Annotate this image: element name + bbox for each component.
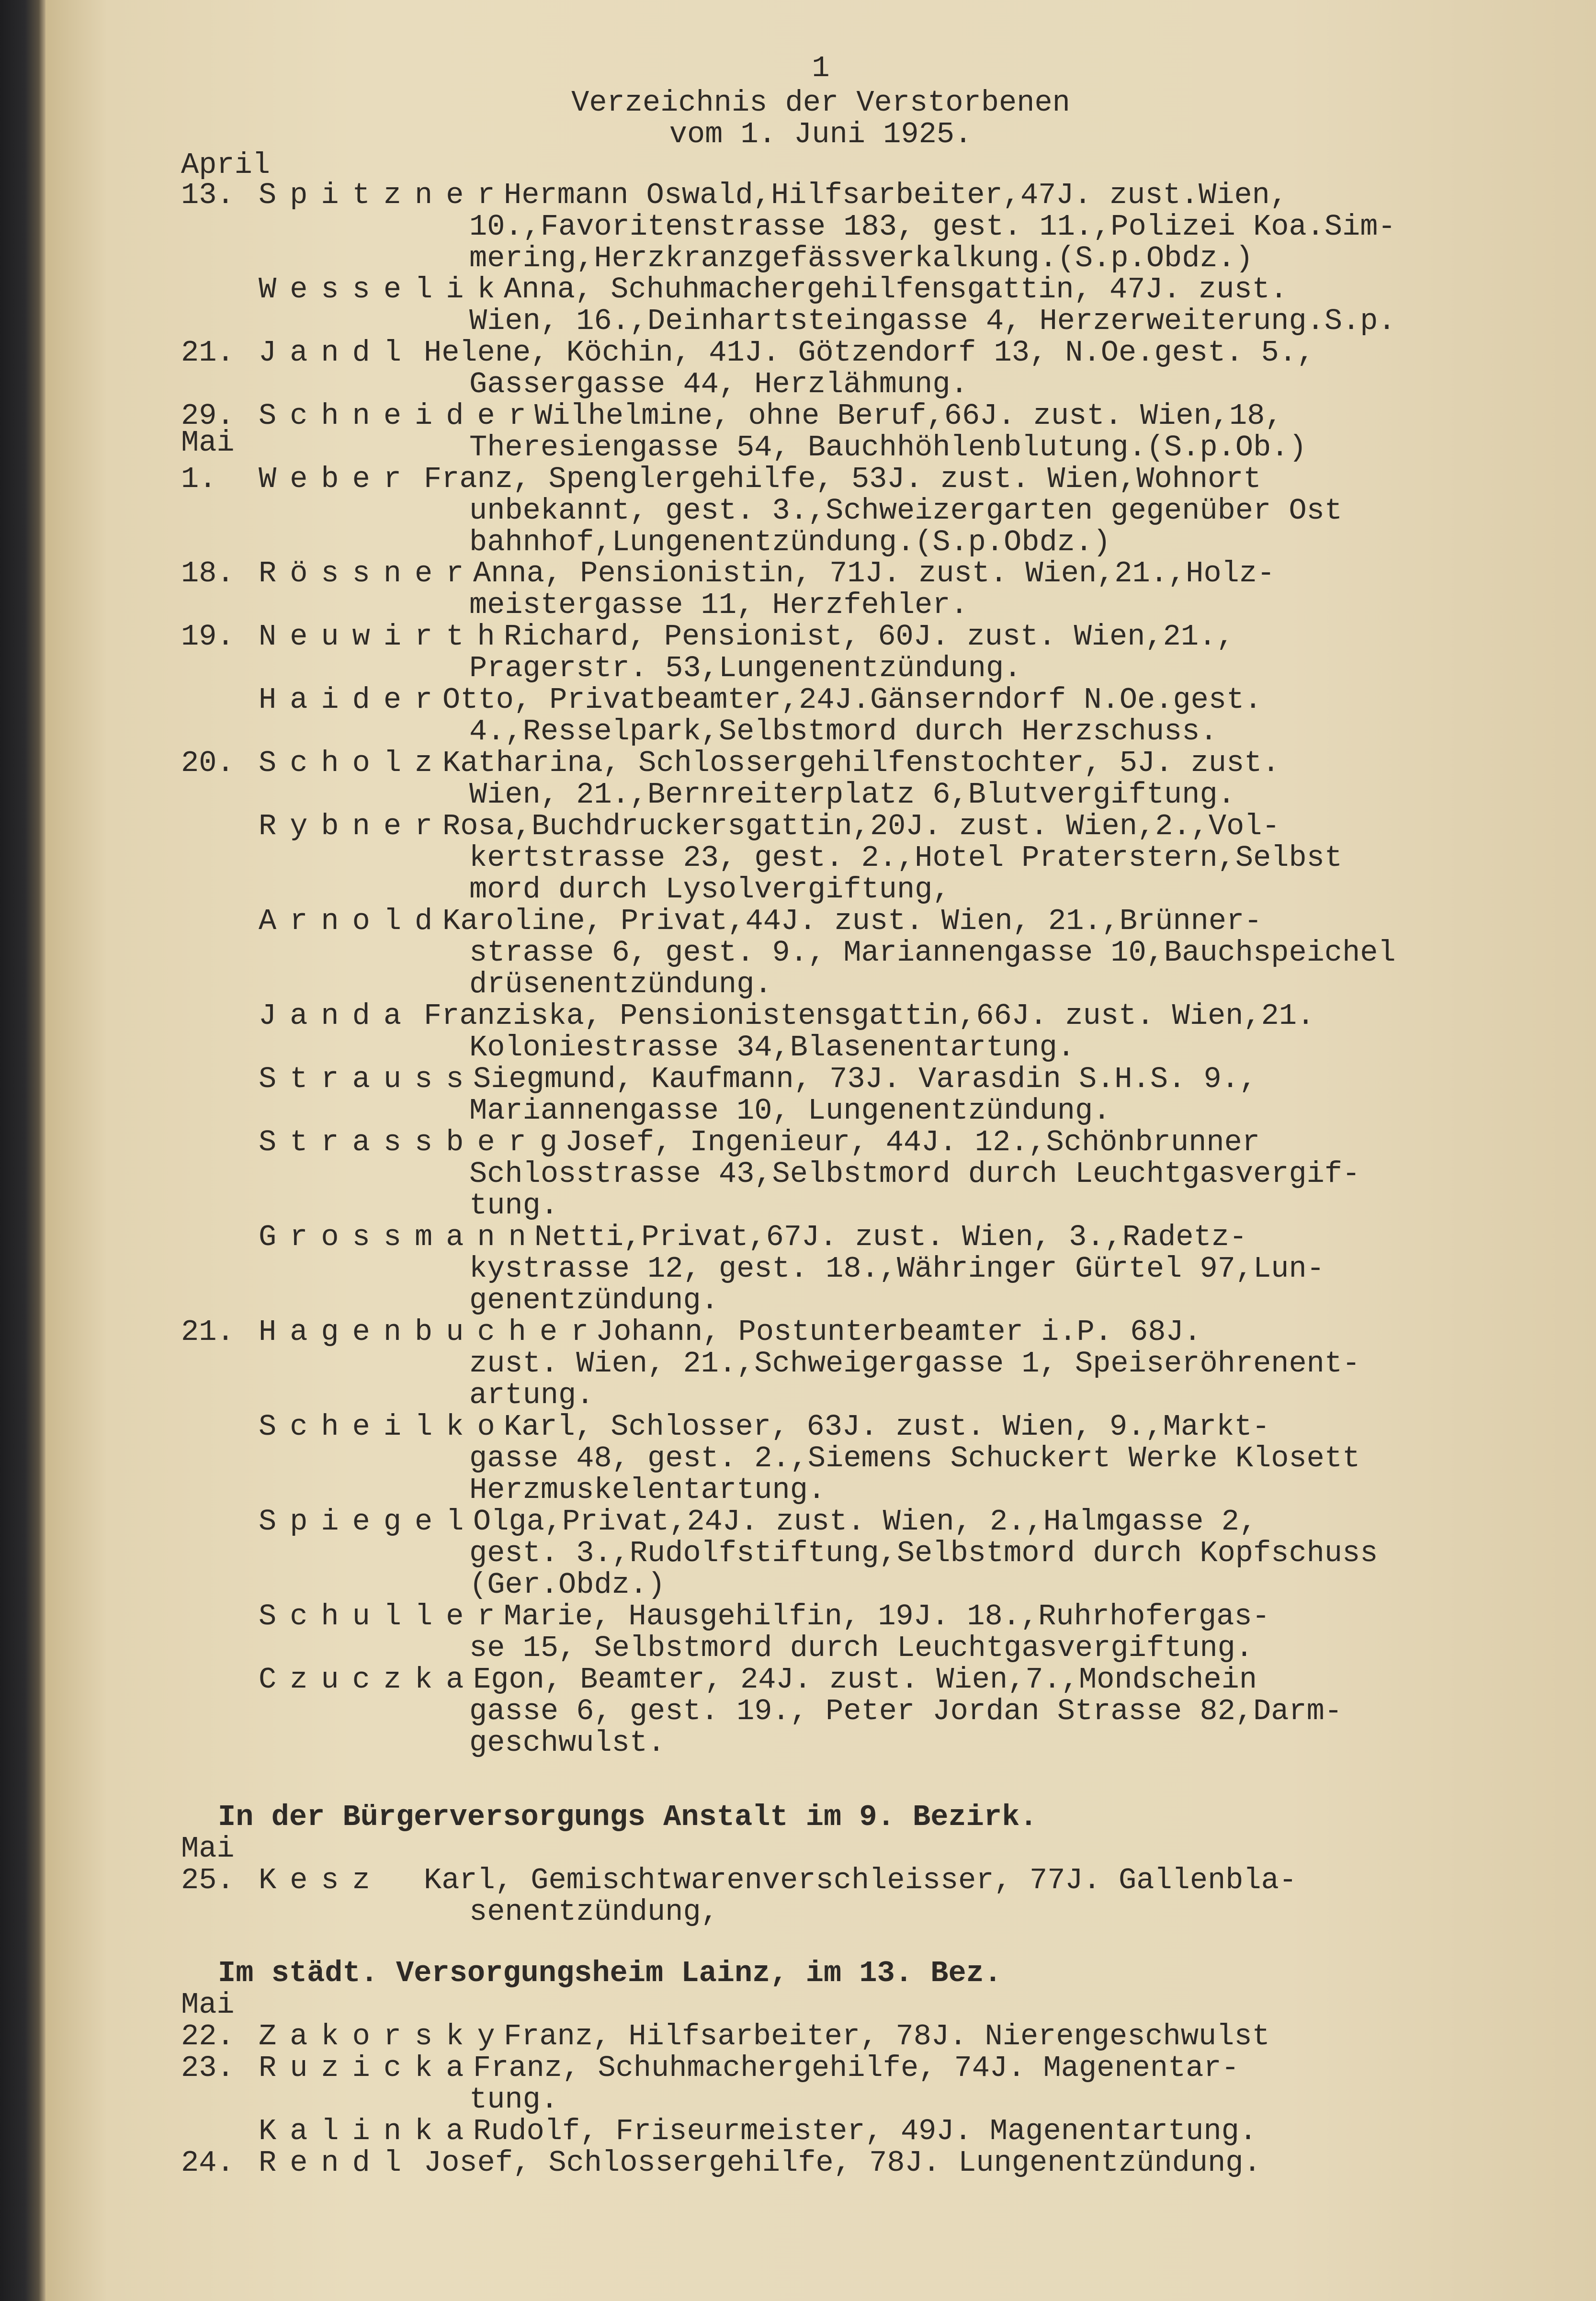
entry-surname: Schuller bbox=[259, 1599, 509, 1633]
entry-surname: Grossmann bbox=[259, 1220, 540, 1254]
entry-text-continuation: artung. bbox=[469, 1378, 594, 1412]
entry-date: 21. bbox=[181, 336, 235, 370]
entry-text: Franz, Schuhmachergehilfe, 74J. Magenentar- bbox=[473, 2051, 1239, 2085]
entry-text: Josef, Schlossergehilfe, 78J. Lungenentzündung. bbox=[424, 2146, 1261, 2180]
entry-surname: Ruzicka bbox=[259, 2051, 477, 2085]
entry-text: Richard, Pensionist, 60J. zust. Wien,21., bbox=[504, 620, 1234, 654]
entry-text: Katharina, Schlossergehilfenstochter, 5J. zust. bbox=[442, 746, 1280, 780]
entry-text-continuation: bahnhof,Lungenentzündung.(S.p.Obdz.) bbox=[469, 525, 1111, 559]
entry-date: 23. bbox=[181, 2051, 235, 2085]
entry-text-continuation: tung. bbox=[469, 2083, 559, 2117]
entry-text: Karl, Schlosser, 63J. zust. Wien, 9.,Markt- bbox=[504, 1410, 1270, 1444]
entry-text: Anna, Pensionistin, 71J. zust. Wien,21.,Holz- bbox=[473, 556, 1275, 590]
section-heading: In der Bürgerversorgungs Anstalt im 9. Bezirk. bbox=[218, 1800, 1038, 1834]
entry-text: Wilhelmine, ohne Beruf,66J. zust. Wien,18, bbox=[534, 399, 1283, 433]
entry-text-continuation: mord durch Lysolvergiftung, bbox=[469, 873, 951, 907]
entry-text: Rudolf, Friseurmeister, 49J. Magenentartung. bbox=[473, 2114, 1257, 2148]
entry-text-continuation: tung. bbox=[469, 1189, 559, 1223]
entry-text: Karl, Gemischtwarenverschleisser, 77J. Gallenbla- bbox=[424, 1863, 1297, 1897]
entry-date: 24. bbox=[181, 2146, 235, 2180]
entry-date: 21. bbox=[181, 1315, 235, 1349]
entry-text: Otto, Privatbeamter,24J.Gänserndorf N.Oe.gest. bbox=[442, 683, 1262, 717]
entry-date: 22. bbox=[181, 2019, 235, 2053]
page-subtitle: vom 1. Juni 1925. bbox=[669, 117, 973, 151]
entry-text-continuation: Gassergasse 44, Herzlähmung. bbox=[469, 367, 968, 401]
entry-text-continuation: strasse 6, gest. 9., Mariannengasse 10,Bauchspeichel bbox=[469, 936, 1396, 970]
entry-text: Siegmund, Kaufmann, 73J. Varasdin S.H.S. 9., bbox=[473, 1062, 1257, 1096]
entry-text-continuation: Schlosstrasse 43,Selbstmord durch Leuchtgasvergif- bbox=[469, 1157, 1360, 1191]
month-label-mai: Mai bbox=[181, 426, 235, 460]
entry-text-continuation: senentzündung, bbox=[469, 1895, 719, 1929]
entry-text: Helene, Köchin, 41J. Götzendorf 13, N.Oe.gest. 5., bbox=[424, 336, 1315, 370]
entry-surname: Strassberg bbox=[259, 1125, 571, 1159]
entry-text: Olga,Privat,24J. zust. Wien, 2.,Halmgasse 2, bbox=[473, 1505, 1257, 1539]
entry-text: Anna, Schuhmachergehilfensgattin, 47J. zust. bbox=[504, 272, 1288, 306]
entry-text-continuation: gasse 48, gest. 2.,Siemens Schuckert Werke Klosett bbox=[469, 1441, 1360, 1475]
entry-surname: Neuwirth bbox=[259, 620, 509, 654]
entry-text: Josef, Ingenieur, 44J. 12.,Schönbrunner bbox=[565, 1125, 1260, 1159]
entry-surname: Jandl bbox=[259, 336, 415, 370]
entry-text: Franziska, Pensionistensgattin,66J. zust. Wien,21. bbox=[424, 999, 1315, 1033]
entry-surname: Hagenbucher bbox=[259, 1315, 602, 1349]
entry-text-continuation: Koloniestrasse 34,Blasenentartung. bbox=[469, 1031, 1075, 1065]
entry-text-continuation: 10.,Favoritenstrasse 183, gest. 11.,Polizei Koa.Sim- bbox=[469, 210, 1396, 244]
entry-surname: Kesz bbox=[259, 1863, 384, 1897]
book-binding bbox=[0, 0, 45, 2301]
entry-text-continuation: Wien, 16.,Deinhartsteingasse 4, Herzerweiterung.S.p. bbox=[469, 304, 1396, 338]
entry-text: Marie, Hausgehilfin, 19J. 18.,Ruhrhofergas- bbox=[504, 1599, 1270, 1633]
entry-surname: Scholz bbox=[259, 746, 446, 780]
entry-text-continuation: unbekannt, gest. 3.,Schweizergarten gegenüber Ost bbox=[469, 494, 1343, 528]
entry-surname: Rybner bbox=[259, 809, 446, 843]
entry-text-continuation: drüsenentzündung. bbox=[469, 967, 772, 1001]
entry-text-continuation: kystrasse 12, gest. 18.,Währinger Gürtel 97,Lun- bbox=[469, 1252, 1324, 1286]
entry-text-continuation: Wien, 21.,Bernreiterplatz 6,Blutvergiftung. bbox=[469, 778, 1235, 812]
entry-date: 13. bbox=[181, 178, 235, 212]
entry-text: Johann, Postunterbeamter i.P. 68J. bbox=[596, 1315, 1202, 1349]
entry-surname: Schneider bbox=[259, 399, 540, 433]
entry-text-continuation: zust. Wien, 21.,Schweigergasse 1, Speiseröhrenent- bbox=[469, 1347, 1360, 1381]
month-label-mai: Mai bbox=[181, 1988, 235, 2022]
entry-date: 18. bbox=[181, 556, 235, 590]
entry-surname: Kalinka bbox=[259, 2114, 477, 2148]
entry-text: Karoline, Privat,44J. zust. Wien, 21.,Brünner- bbox=[442, 904, 1262, 938]
entry-surname: Spiegel bbox=[259, 1505, 477, 1539]
entry-text-continuation: se 15, Selbstmord durch Leuchtgasvergiftung. bbox=[469, 1631, 1254, 1665]
entry-date: 1. bbox=[181, 462, 217, 496]
entry-surname: Weber bbox=[259, 462, 415, 496]
entry-text: Egon, Beamter, 24J. zust. Wien,7.,Mondschein bbox=[473, 1663, 1257, 1697]
entry-surname: Czuczka bbox=[259, 1663, 477, 1697]
entry-text: Netti,Privat,67J. zust. Wien, 3.,Radetz- bbox=[534, 1220, 1247, 1254]
entry-surname: Janda bbox=[259, 999, 415, 1033]
entry-text-continuation: Herzmuskelentartung. bbox=[469, 1473, 826, 1507]
entry-surname: Zakorsky bbox=[259, 2019, 509, 2053]
entry-text-continuation: Theresiengasse 54, Bauchhöhlenblutung.(S.p.Ob.) bbox=[469, 431, 1307, 465]
entry-date: 19. bbox=[181, 620, 235, 654]
entry-surname: Spitzner bbox=[259, 178, 509, 212]
entry-text-continuation: meistergasse 11, Herzfehler. bbox=[469, 588, 968, 622]
entry-text-continuation: Pragerstr. 53,Lungenentzündung. bbox=[469, 651, 1022, 685]
entry-surname: Haider bbox=[259, 683, 446, 717]
month-label-april: April bbox=[181, 148, 271, 182]
page-number: 1 bbox=[812, 51, 830, 85]
entry-text: Franz, Spenglergehilfe, 53J. zust. Wien,Wohnort bbox=[424, 462, 1261, 496]
entry-text-continuation: geschwulst. bbox=[469, 1726, 666, 1760]
entry-surname: Scheilko bbox=[259, 1410, 509, 1444]
entry-text-continuation: gest. 3.,Rudolfstiftung,Selbstmord durch Kopfschuss bbox=[469, 1536, 1378, 1570]
document-page bbox=[45, 0, 1596, 2301]
entry-text-continuation: gasse 6, gest. 19., Peter Jordan Strasse 82,Darm- bbox=[469, 1694, 1343, 1728]
entry-text-continuation: (Ger.Obdz.) bbox=[469, 1568, 666, 1602]
section-heading: Im städt. Versorgungsheim Lainz, im 13. Bez. bbox=[218, 1956, 1002, 1990]
month-label-mai: Mai bbox=[181, 1832, 235, 1866]
entry-text: Rosa,Buchdruckersgattin,20J. zust. Wien,2.,Vol- bbox=[442, 809, 1280, 843]
entry-surname: Rössner bbox=[259, 556, 477, 590]
entry-surname: Strauss bbox=[259, 1062, 477, 1096]
entry-surname: Arnold bbox=[259, 904, 446, 938]
entry-text: Hermann Oswald,Hilfsarbeiter,47J. zust.Wien, bbox=[504, 178, 1288, 212]
entry-date: 25. bbox=[181, 1863, 235, 1897]
entry-surname: Rendl bbox=[259, 2146, 415, 2180]
entry-text-continuation: kertstrasse 23, gest. 2.,Hotel Praterstern,Selbst bbox=[469, 841, 1343, 875]
entry-surname: Wesselik bbox=[259, 272, 509, 306]
entry-text-continuation: genentzündung. bbox=[469, 1283, 719, 1317]
entry-text-continuation: 4.,Resselpark,Selbstmord durch Herzschuss. bbox=[469, 714, 1218, 748]
entry-text-continuation: mering,Herzkranzgefässverkalkung.(S.p.Obdz.) bbox=[469, 241, 1254, 275]
entry-date: 20. bbox=[181, 746, 235, 780]
entry-text-continuation: Mariannengasse 10, Lungenentzündung. bbox=[469, 1094, 1111, 1128]
entry-date: 29. bbox=[181, 399, 235, 433]
page-title: Verzeichnis der Verstorbenen bbox=[571, 86, 1070, 120]
entry-text: Franz, Hilfsarbeiter, 78J. Nierengeschwulst bbox=[504, 2019, 1270, 2053]
